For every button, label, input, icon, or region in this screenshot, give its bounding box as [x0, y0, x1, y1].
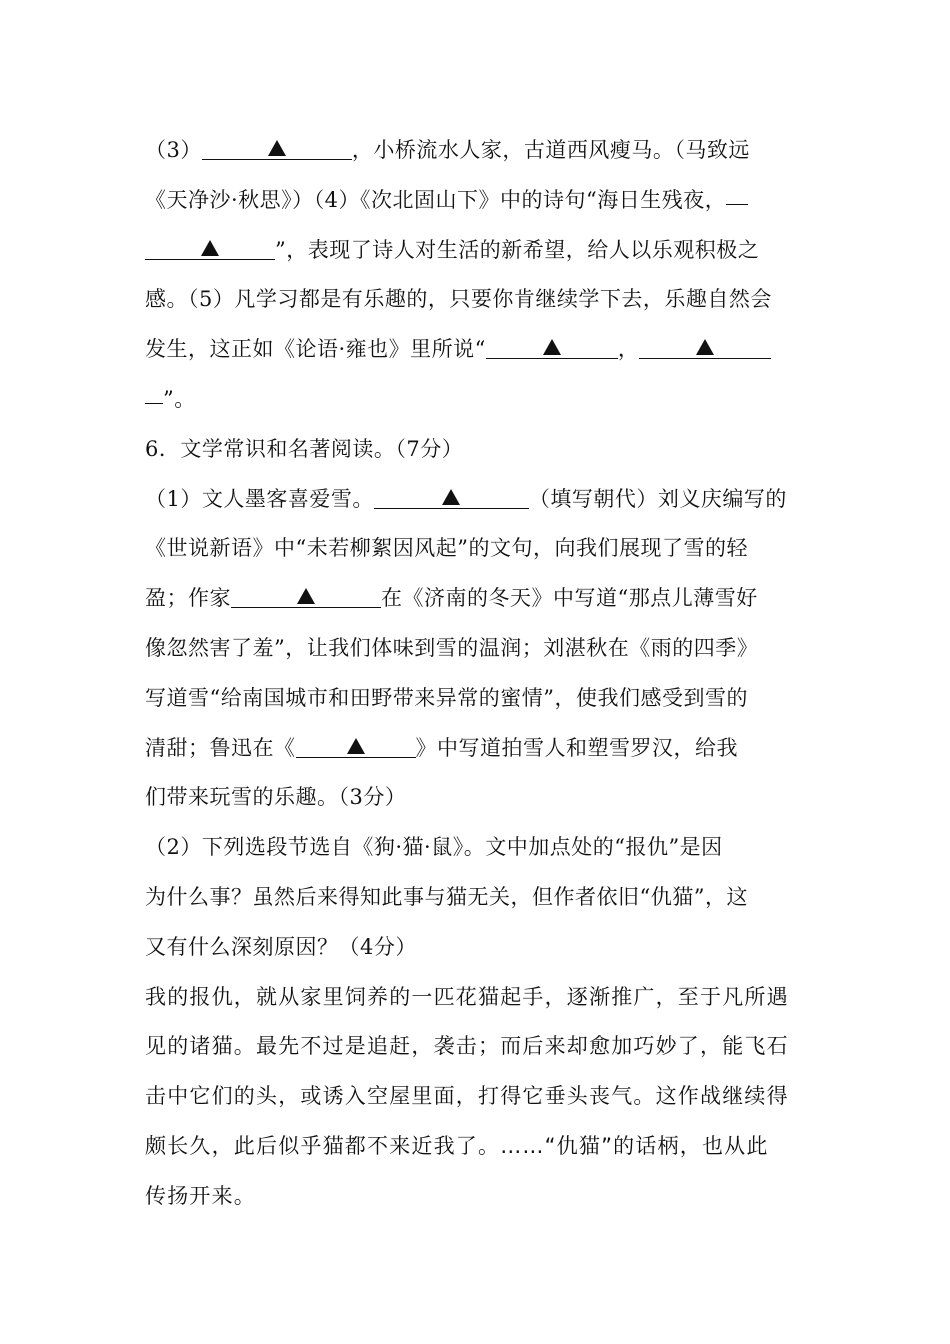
q5-item3-prefix: （3）	[145, 138, 202, 162]
q5-line-3	[145, 226, 825, 276]
q6-p1-line3-suffix: 在《济南的冬天》中写道“那点儿薄雪好	[381, 586, 758, 611]
q5-item5-line2: 发生，这正如《论语·雍也》里所说“	[145, 337, 486, 362]
q6-p2-line1-text: （2）下列选段节选自《狗·猫·鼠》。文中加点处的“报仇”是因	[145, 835, 723, 860]
answer-blank-5b-end[interactable]	[145, 381, 163, 404]
exam-page	[145, 126, 825, 1222]
excerpt-line-5: 传扬开来。	[145, 1183, 256, 1208]
answer-blank-4-start[interactable]	[726, 182, 748, 205]
excerpt-line-4: 颇长久，此后似乎猫都不来近我了。……“仇猫”的话柄，也从此	[145, 1133, 769, 1158]
blank-triangle-icon	[201, 240, 219, 256]
answer-blank-dynasty[interactable]	[374, 486, 529, 509]
q6-p2-line-1	[145, 823, 825, 873]
q6-p1-line5-text: 写道雪“给南国城市和田野带来异常的蜜情”，使我们感受到雪的	[145, 685, 748, 710]
q5-item4-prefix: （4）《次北固山下》中的诗句“海日生残夜，	[313, 187, 727, 212]
q6-title	[145, 425, 825, 475]
q5-item4-suffix: ”，表现了诗人对生活的新希望，给人以乐观积极之	[275, 237, 760, 262]
answer-blank-4[interactable]	[145, 237, 275, 260]
excerpt-line-2: 见的诸猫。最先不过是追赶，袭击；而后来却愈加巧妙了，能飞石	[145, 1034, 789, 1059]
blank-triangle-icon	[696, 339, 714, 355]
q6-p1-line-4	[145, 624, 825, 674]
blank-triangle-icon	[297, 588, 315, 604]
q6-p1-line-2	[145, 524, 825, 574]
q6-title-text: 6．文学常识和名著阅读。（7分）	[145, 436, 464, 461]
q6-p1-line-7	[145, 773, 825, 823]
excerpt-line	[145, 1172, 825, 1222]
q6-p1-line6-suffix: 》中写道拍雪人和塑雪罗汉，给我	[415, 735, 738, 760]
answer-blank-3[interactable]	[202, 137, 352, 160]
q6-p1-line-6	[145, 724, 825, 774]
q5-item5-prefix: （5）凡学习都是有乐趣的，只要你肯继续学下去，乐趣自然会	[188, 287, 772, 312]
blank-triangle-icon	[347, 738, 365, 754]
q6-p1-line-1	[145, 475, 825, 525]
answer-blank-author[interactable]	[231, 585, 381, 608]
q5-line-5	[145, 325, 825, 375]
excerpt-line	[145, 1022, 825, 1072]
blank-triangle-icon	[268, 140, 286, 156]
q5-line-1	[145, 126, 825, 176]
q5-item5-end: ”。	[163, 386, 196, 411]
q5-line-4	[145, 275, 825, 325]
excerpt-line	[145, 1072, 825, 1122]
q6-p2-line-3	[145, 923, 825, 973]
q5-item3-suffix: ，小桥流水人家，古道西风瘦马。（马致远	[351, 138, 750, 162]
q6-p1-line3-prefix: 盈；作家	[145, 586, 231, 611]
answer-blank-essay[interactable]	[296, 735, 416, 758]
q6-p2-line3-text: 又有什么深刻原因？（4分）	[145, 934, 417, 959]
q6-p2-line-2	[145, 873, 825, 923]
excerpt-line-3: 击中它们的头，或诱入空屋里面，打得它垂头丧气。这作战继续得	[145, 1084, 789, 1109]
excerpt-line-1: 我的报仇，就从家里饲养的一匹花猫起手，逐渐推广，至于凡所遇	[145, 984, 789, 1009]
q6-p1-line6-prefix: 清甜；鲁迅在《	[145, 735, 296, 760]
q6-p1-suffix: （填写朝代）刘义庆编写的	[528, 486, 787, 511]
answer-blank-5b[interactable]	[639, 336, 771, 359]
q5-item4-end: 感。	[145, 287, 188, 312]
excerpt-line	[145, 1122, 825, 1172]
q5-line-2	[145, 176, 825, 226]
q5-item3-source: 《天净沙·秋思》）	[145, 187, 314, 212]
q6-p1-line-5	[145, 674, 825, 724]
blank-triangle-icon	[442, 489, 460, 505]
q5-line-6	[145, 375, 825, 425]
q6-p1-prefix: （1）文人墨客喜爱雪。	[145, 486, 374, 511]
q5-item5-sep: ，	[617, 337, 640, 362]
q6-p1-line2-text: 《世说新语》中“未若柳絮因风起”的文句，向我们展现了雪的轻	[145, 536, 748, 561]
q6-p1-line7-text: 们带来玩雪的乐趣。（3分）	[145, 785, 407, 810]
q6-p2-line2-text: 为什么事？虽然后来得知此事与猫无关，但作者依旧“仇猫”，这	[145, 884, 748, 909]
answer-blank-5a[interactable]	[486, 336, 618, 359]
q6-p1-line-3	[145, 574, 825, 624]
blank-triangle-icon	[543, 339, 561, 355]
q6-p1-line4-text: 像忽然害了羞”，让我们体味到雪的温润；刘湛秋在《雨的四季》	[145, 635, 759, 660]
excerpt-line	[145, 973, 825, 1023]
